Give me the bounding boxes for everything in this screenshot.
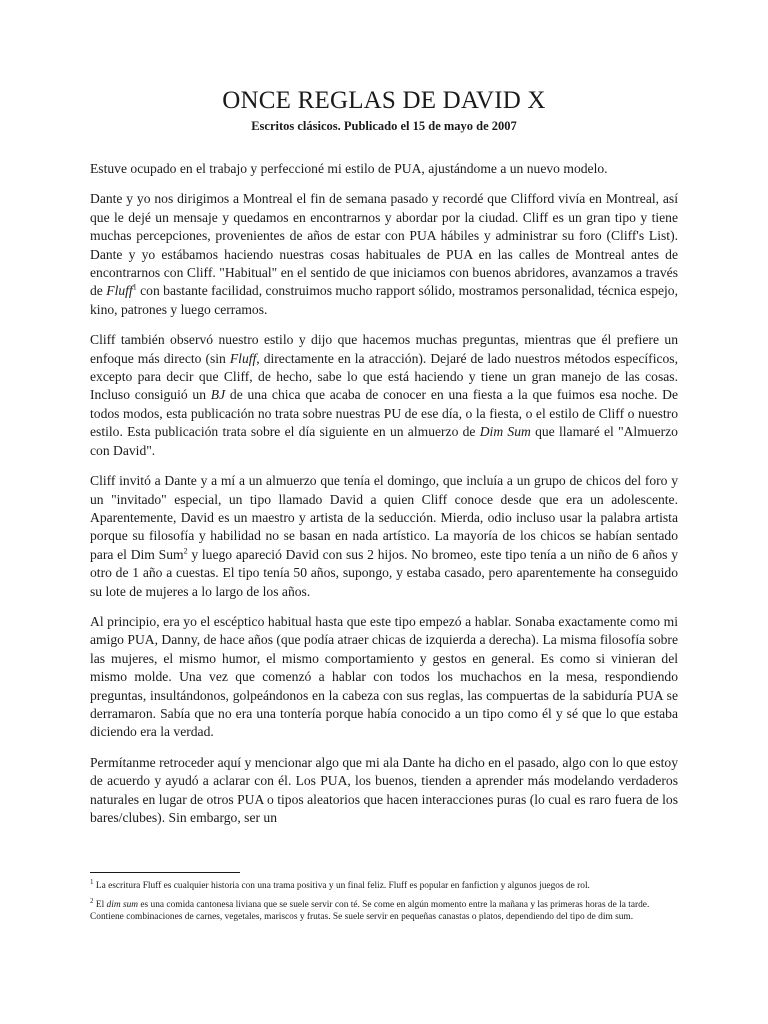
paragraph-3-text-b: , directamente en la atracción). Dejaré de lado nuestros métodos específicos, excepto para decir que Cliff, de hecho, sabe lo que está haciendo y tiene un gran manejo de las cosas. Incluso consiguió un — [90, 350, 678, 403]
footnote-ref-2: 2 — [183, 546, 188, 556]
paragraph-6-text: Permítanme retroceder aquí y mencionar algo que mi ala Dante ha dicho en el pasado, algo con lo que estoy de acuerdo y ayudó a aclarar con él. Los PUA, los buenos, tienden a aprender más modelando verdaderos naturales en lugar de otros PUA o tipos aleatorios que hacen interacciones puras (lo cual es raro fuera de los bares/clubes). Sin embargo, ser un — [90, 754, 678, 825]
footnote-1-text: La escritura Fluff es cualquier historia con una trama positiva y un final feliz. Fluff es popular en fanfiction y algunos juegos de rol. — [93, 881, 590, 892]
fluff-term: Fluff — [229, 350, 257, 366]
footnote-ref-1: 1 — [132, 282, 137, 292]
paragraph-3-text-c: de una chica que acaba de conocer en una fiesta a la que fuimos esa noche. De todos modos, esta publicación no trata sobre nuestras PU de ese día, o la fiesta, o el estilo de Cliff o nuestro estilo. Esta publicación trata sobre el día siguiente en un almuerzo de — [90, 387, 678, 440]
paragraph-4-text-a: Cliff invitó a Dante y a mí a un almuerzo que tenía el domingo, que incluía a un grupo de chicos del foro y un "invitado" especial, un tipo llamado David a quien Cliff conoce desde que era un adolescente. Aparentemente, David es un maestro y artista de la seducción. Mierda, odio incluso usar la palabra artista porque su filosofía y habilidad no se basan en nada artístico. La mayoría de los chicos se habían sentado para el Dim Sum — [90, 473, 678, 562]
paragraph-1 — [90, 160, 678, 178]
paragraph-3 — [90, 331, 678, 460]
paragraph-5-text: Al principio, era yo el escéptico habitual hasta que este tipo empezó a hablar. Sonaba exactamente como mi amigo PUA, Danny, de hace años (que podía atraer chicas de izquierda a derecha). La misma filosofía sobre las mujeres, el mismo humor, el mismo comportamiento y gestos en general. Es como si vinieran del mismo molde. Una vez que comenzó a hablar con todos los muchachos en la mesa, respondiendo preguntas, insultándonos, golpeándonos en la cabeza con sus reglas, las compuertas de la sabiduría PUA se derramaron. Sabía que no era una tontería porque había conocido a un tipo como él y sé que lo que estaba diciendo era la verdad. — [90, 613, 678, 740]
paragraph-4 — [90, 472, 678, 601]
paragraph-1-text: Estuve ocupado en el trabajo y perfeccioné mi estilo de PUA, ajustándome a un nuevo modelo. — [90, 161, 608, 176]
bj-term: BJ — [210, 387, 226, 403]
document-subtitle: Escritos clásicos. Publicado el 15 de mayo de 2007 — [251, 119, 517, 133]
footnote-2-pre: El — [93, 900, 107, 911]
footnote-2 — [90, 895, 678, 923]
dim-sum-term: Dim Sum — [479, 424, 531, 440]
fluff-term: Fluff — [106, 283, 133, 299]
paragraph-6 — [90, 754, 678, 828]
paragraph-3-text-d: que llamaré el "Almuerzo con David". — [90, 424, 678, 458]
paragraph-4-text-b: y luego apareció David con sus 2 hijos. No bromeo, este tipo tenía a un niño de 6 años y otro de 1 año a cuestas. El tipo tenía 50 años, supongo, y estaba casado, pero aparentemente ha conseguido su lote de mujeres a lo largo de los años. — [90, 546, 678, 599]
footnote-2-text: es una comida cantonesa liviana que se suele servir con té. Se come en algún momento entre la mañana y las primeras horas de la tarde. Contiene combinaciones de carnes, vegetales, mariscos y frutas. Se suele servir en pequeñas canastas o platos, dependiendo del tipo de dim sum. — [90, 900, 650, 923]
document-body — [90, 86, 678, 839]
footnote-1 — [90, 876, 678, 892]
footnote-2-dim-sum-term: dim sum — [106, 900, 139, 911]
footnotes — [90, 876, 678, 926]
paragraph-3-text-a: Cliff también observó nuestro estilo y dijo que hacemos muchas preguntas, mientras que él prefiere un enfoque más directo (sin — [90, 332, 678, 366]
paragraph-2-text-b: con bastante facilidad, construimos mucho rapport sólido, mostramos personalidad, técnica espejo, kino, patrones y luego cerramos. — [90, 283, 678, 317]
footnote-2-number: 2 — [90, 897, 94, 906]
paragraph-2 — [90, 190, 678, 319]
document-title: ONCE REGLAS DE DAVID X — [222, 87, 546, 114]
paragraph-2-text-a: Dante y yo nos dirigimos a Montreal el fin de semana pasado y recordé que Clifford vivía en Montreal, así que le dejé un mensaje y quedamos en encontrarnos y abordar por la ciudad. Cliff es un gran tipo y tiene muchas percepciones, provenientes de años de estar con PUA hábiles y administrar su foro (Cliff's List). Dante y yo estábamos haciendo nuestras cosas habituales de PUA en las calles de Montreal antes de encontrarnos con Cliff. "Habitual" en el sentido de que iniciamos con buenos abridores, avanzamos a través de — [90, 191, 678, 299]
footnote-divider — [90, 872, 240, 873]
footnote-1-number: 1 — [90, 878, 94, 886]
paragraph-5 — [90, 613, 678, 742]
